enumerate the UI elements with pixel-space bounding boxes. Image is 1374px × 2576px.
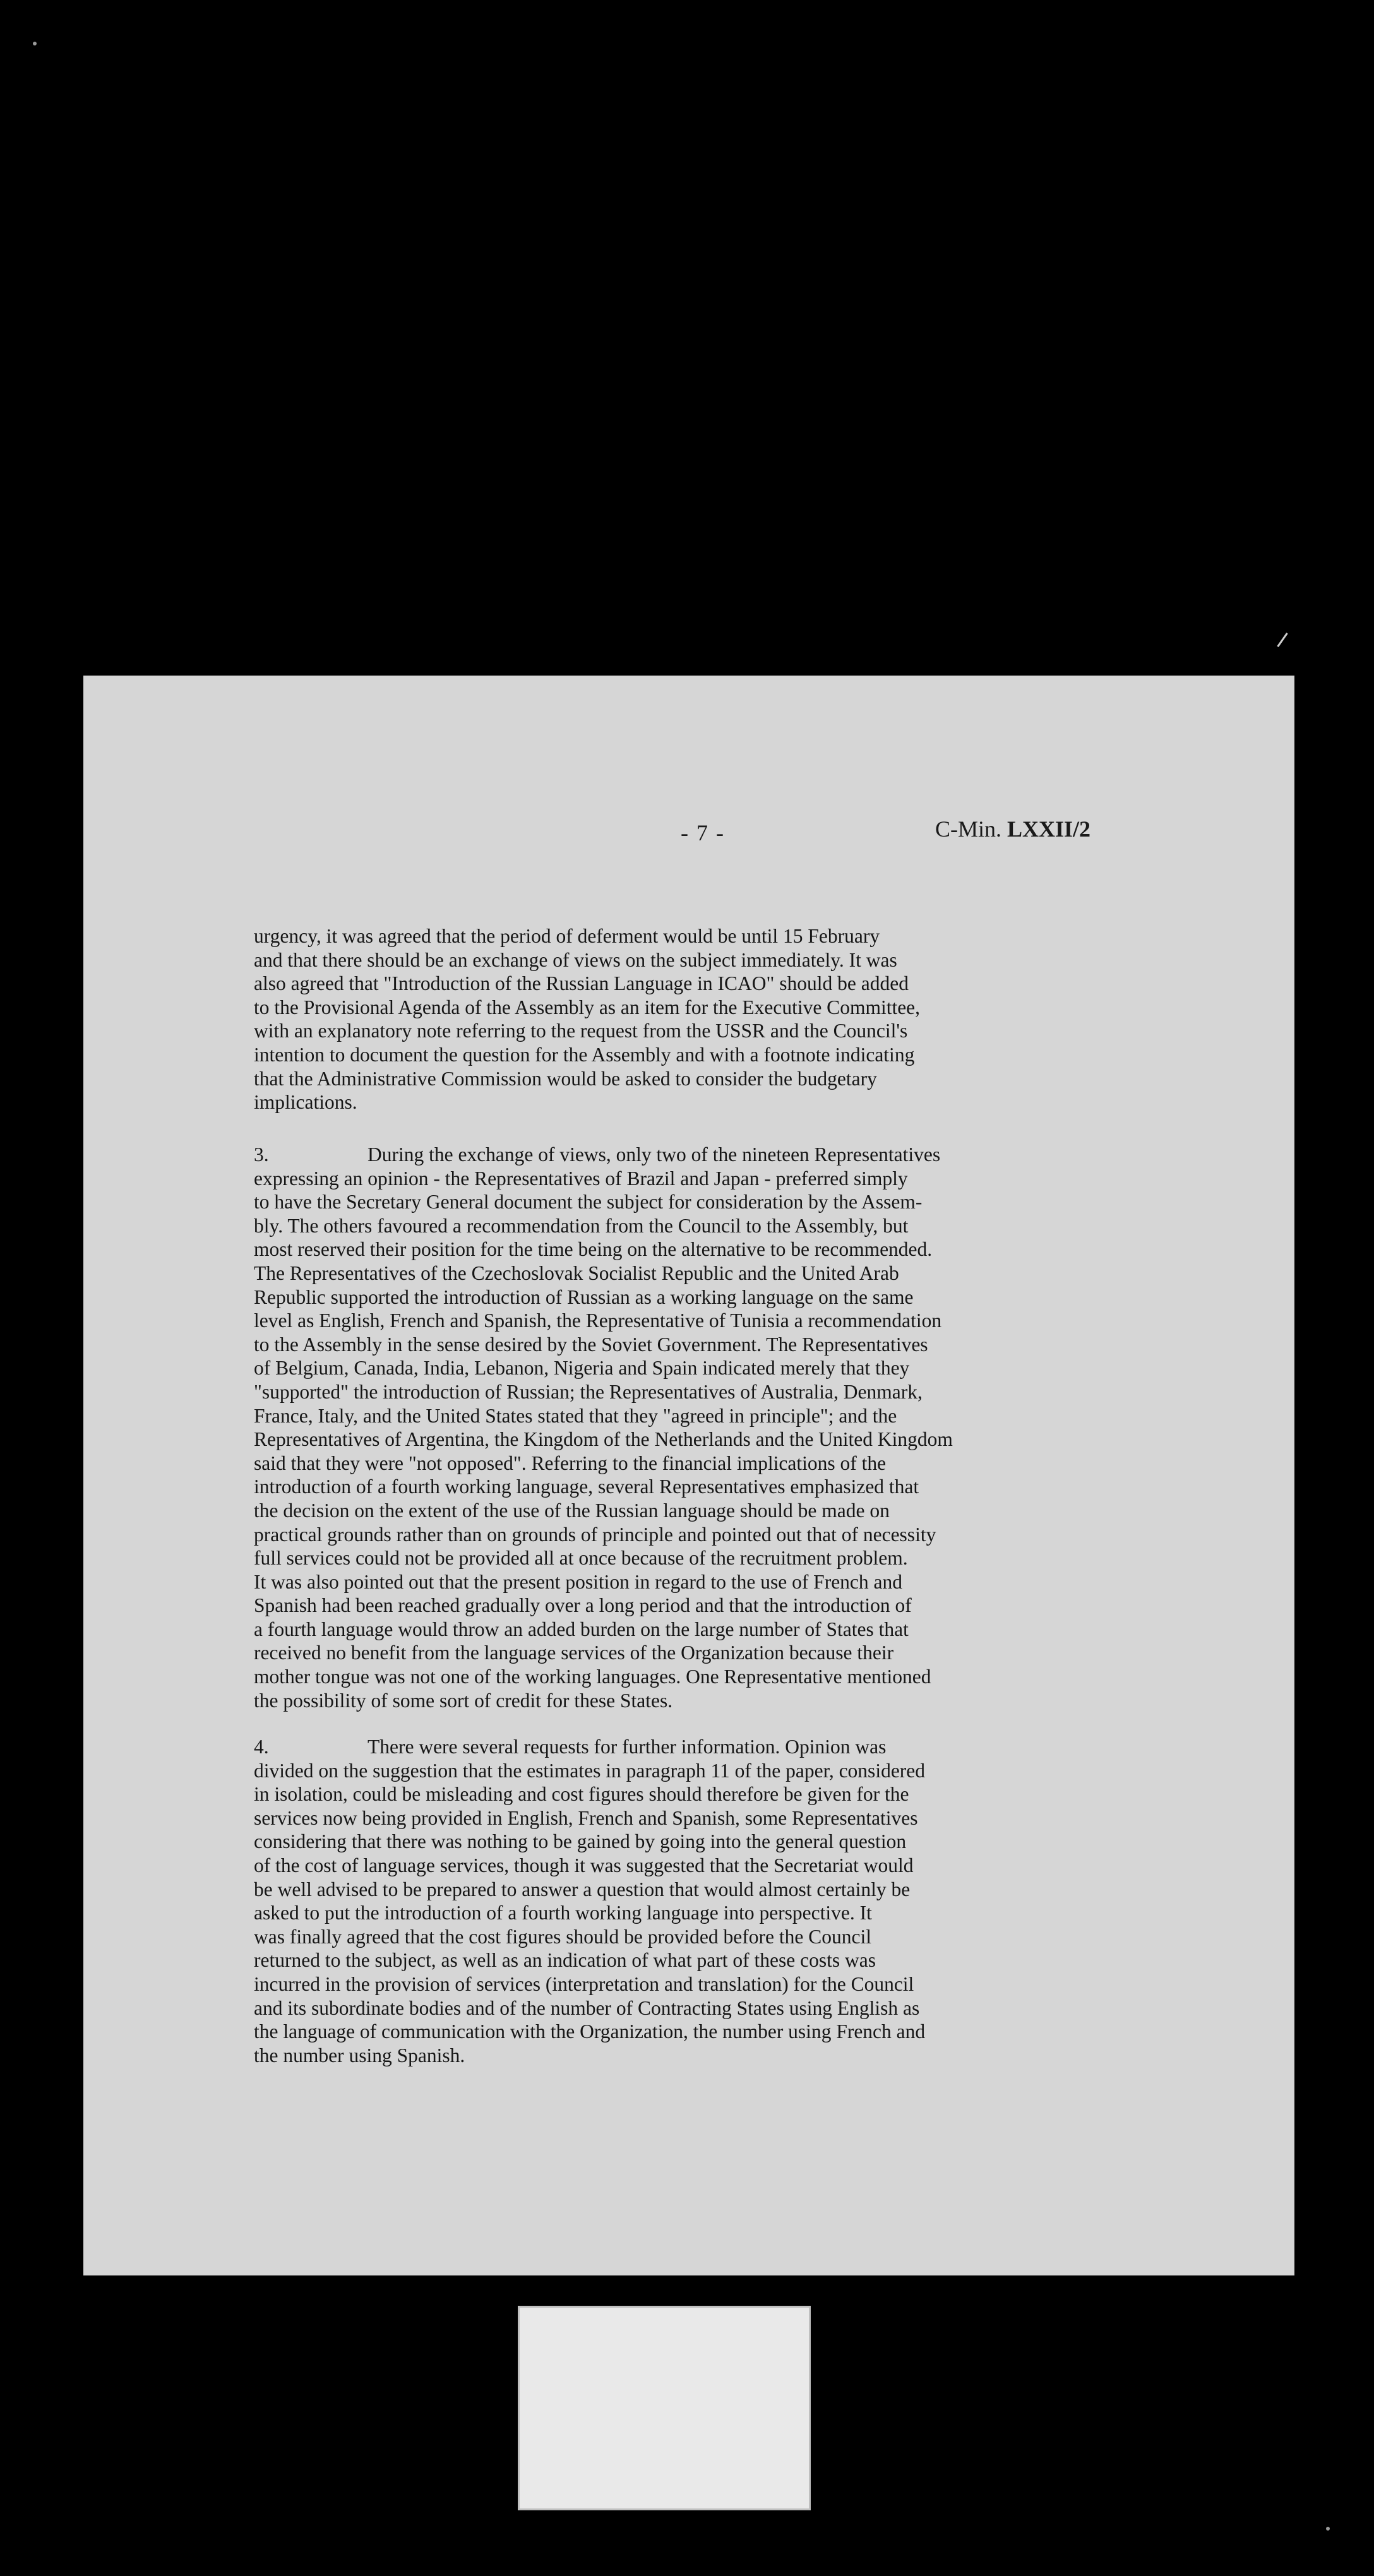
text-line: said that they were "not opposed". Referring to the financial implications of the <box>254 1452 887 1474</box>
dust-speck <box>33 42 37 45</box>
text-line <box>254 1735 1245 1759</box>
page-number: - 7 - <box>681 820 725 845</box>
text-line: considering that there was nothing to be gained by going into the general question <box>254 1830 907 1853</box>
blank-card <box>518 2306 811 2510</box>
text-line: that the Administrative Commission would be asked to consider the budgetary <box>254 1067 877 1090</box>
text-line: the number using Spanish. <box>254 2044 465 2066</box>
text-line: also agreed that "Introduction of the Russian Language in ICAO" should be added <box>254 972 909 995</box>
text-line: the language of communication with the Organization, the number using French and <box>254 2020 926 2043</box>
text-line: The Representatives of the Czechoslovak Socialist Republic and the United Arab <box>254 1261 899 1284</box>
text-line: practical grounds rather than on grounds of principle and pointed out that of necessity <box>254 1523 936 1546</box>
dust-speck <box>1326 2527 1330 2531</box>
text-line-content: During the exchange of views, only two of the nineteen Representatives <box>367 1143 941 1166</box>
text-line: "supported" the introduction of Russian; the Representatives of Australia, Denmark, <box>254 1380 923 1403</box>
document-reference-code: LXXII/2 <box>1007 816 1091 842</box>
text-line: Representatives of Argentina, the Kingdom of the Netherlands and the United Kingdom <box>254 1428 953 1451</box>
text-line: level as English, French and Spanish, the Representative of Tunisia a recommendation <box>254 1309 942 1332</box>
paragraph-3 <box>254 1143 1245 1712</box>
text-line: and its subordinate bodies and of the number of Contracting States using English as <box>254 1996 920 2019</box>
text-line: and that there should be an exchange of views on the subject immediately. It was <box>254 948 897 971</box>
text-line: divided on the suggestion that the estimates in paragraph 11 of the paper, considered <box>254 1759 926 1782</box>
text-line: of Belgium, Canada, India, Lebanon, Nigeria and Spain indicated merely that they <box>254 1357 910 1380</box>
text-line: was finally agreed that the cost figures should be provided before the Council <box>254 1925 871 1948</box>
text-line: France, Italy, and the United States stated that they "agreed in principle"; and the <box>254 1404 897 1427</box>
text-line: to the Provisional Agenda of the Assembly as an item for the Executive Committee, <box>254 996 921 1018</box>
paragraph-4 <box>254 1735 1245 2067</box>
text-line: introduction of a fourth working language, several Representatives emphasized that <box>254 1476 919 1498</box>
paragraph-number: 3. <box>254 1143 269 1166</box>
text-line: incurred in the provision of services (interpretation and translation) for the Council <box>254 1972 914 1995</box>
text-line: full services could not be provided all at once because of the recruitment problem. <box>254 1547 908 1570</box>
text-line: Republic supported the introduction of Russian as a working language on the same <box>254 1285 914 1308</box>
text-line: to the Assembly in the sense desired by the Soviet Government. The Representatives <box>254 1333 928 1356</box>
text-line: most reserved their position for the time being on the alternative to be recommended. <box>254 1238 933 1261</box>
text-line: intention to document the question for the Assembly and with a footnote indicating <box>254 1043 915 1066</box>
document-page <box>83 676 1294 2275</box>
text-line: urgency, it was agreed that the period of deferment would be until 15 February <box>254 925 880 947</box>
text-line: to have the Secretary General document the subject for consideration by the Assem- <box>254 1191 923 1213</box>
text-line: mother tongue was not one of the working languages. One Representative mentioned <box>254 1666 931 1688</box>
text-line: in isolation, could be misleading and cost figures should therefore be given for the <box>254 1783 909 1806</box>
text-line: returned to the subject, as well as an indication of what part of these costs was <box>254 1949 876 1972</box>
paragraph-number: 4. <box>254 1736 269 1758</box>
text-line: implications. <box>254 1091 357 1114</box>
text-line: the possibility of some sort of credit for these States. <box>254 1689 673 1712</box>
text-line: services now being provided in English, French and Spanish, some Representatives <box>254 1806 918 1829</box>
text-line: It was also pointed out that the present position in regard to the use of French and <box>254 1570 903 1593</box>
text-line: received no benefit from the language services of the Organization because their <box>254 1642 894 1664</box>
text-line: bly. The others favoured a recommendation from the Council to the Assembly, but <box>254 1214 909 1237</box>
text-line: asked to put the introduction of a fourth working language into perspective. It <box>254 1902 872 1924</box>
page-corner-mark <box>1277 633 1287 647</box>
text-line: be well advised to be prepared to answer a question that would almost certainly be <box>254 1878 911 1900</box>
document-reference <box>935 816 1090 842</box>
text-line: the decision on the extent of the use of the Russian language should be made on <box>254 1499 890 1522</box>
text-line: a fourth language would throw an added burden on the large number of States that <box>254 1618 909 1640</box>
text-line-content: There were several requests for further information. Opinion was <box>367 1736 887 1758</box>
text-line <box>254 1143 1245 1167</box>
text-line: of the cost of language services, though it was suggested that the Secretariat would <box>254 1854 914 1876</box>
text-line: expressing an opinion - the Representatives of Brazil and Japan - preferred simply <box>254 1167 908 1190</box>
text-line: with an explanatory note referring to the request from the USSR and the Council's <box>254 1020 908 1042</box>
document-reference-prefix: C-Min. <box>935 816 1002 842</box>
paragraph-2-continuation <box>254 924 1245 1114</box>
text-line: Spanish had been reached gradually over a long period and that the introduction of <box>254 1594 912 1617</box>
